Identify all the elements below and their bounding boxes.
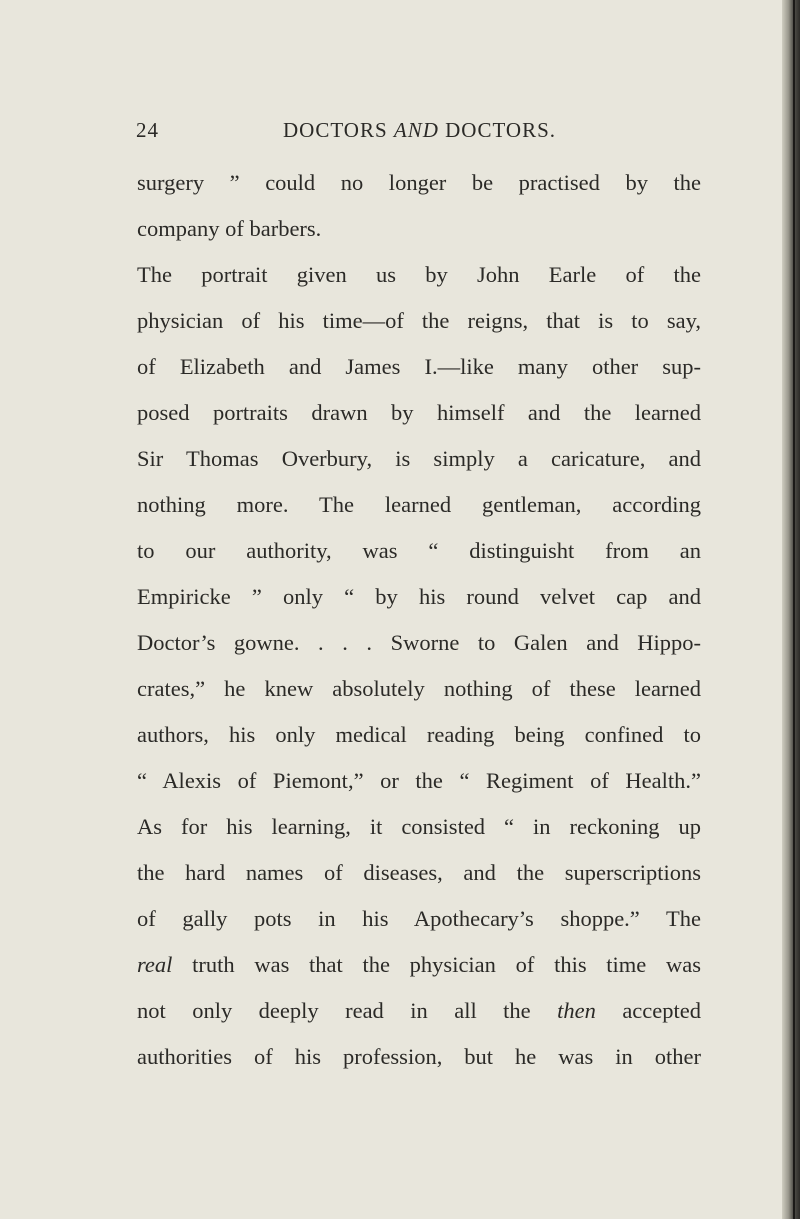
- text-line-12: crates,” he knew absolutely nothing of these learned: [137, 676, 701, 701]
- text-line-1: surgery ” could no longer be practised by the: [137, 170, 701, 195]
- page-header: [136, 118, 696, 152]
- binding-edge: [793, 0, 795, 1219]
- body-text: [137, 160, 701, 1080]
- text-line-19-start: not only deeply read in all the: [137, 998, 558, 1023]
- text-line-10: Empiricke ” only “ by his round velvet cap and: [137, 584, 701, 609]
- text-line-15: As for his learning, it consisted “ in reckoning up: [137, 814, 701, 839]
- running-head-part-b: DOCTORS.: [438, 118, 557, 142]
- text-line-17: of gally pots in his Apothecary’s shoppe.” The: [137, 906, 701, 931]
- text-line-20: authorities of his profession, but he was in other: [137, 1044, 701, 1069]
- text-line-13: authors, his only medical reading being confined to: [137, 722, 701, 747]
- text-line-3: The portrait given us by John Earle of the: [137, 262, 701, 287]
- emphasis-real: real: [137, 952, 173, 977]
- text-line-8: nothing more. The learned gentleman, according: [137, 492, 701, 517]
- running-head: [283, 118, 556, 143]
- text-line-4: physician of his time—of the reigns, that is to say,: [137, 308, 701, 333]
- page-number: 24: [136, 118, 159, 142]
- text-line-7: Sir Thomas Overbury, is simply a caricature, and: [137, 446, 701, 471]
- page-edge-shadow: [782, 0, 800, 1219]
- text-line-19-end: accepted: [595, 998, 701, 1023]
- running-head-part-a: DOCTORS: [283, 118, 394, 142]
- running-head-and: AND: [393, 118, 439, 142]
- text-line-19: [137, 988, 701, 1034]
- text-line-11: Doctor’s gowne. . . . Sworne to Galen and Hippo-: [137, 630, 701, 655]
- emphasis-then: then: [557, 998, 596, 1023]
- text-line-6: posed portraits drawn by himself and the learned: [137, 400, 701, 425]
- text-line-18: [137, 942, 701, 988]
- text-line-14: “ Alexis of Piemont,” or the “ Regiment of Health.”: [137, 768, 701, 793]
- text-line-2: company of barbers.: [137, 216, 322, 241]
- text-line-9: to our authority, was “ distinguisht from an: [137, 538, 701, 563]
- text-line-5: of Elizabeth and James I.—like many other sup-: [137, 354, 701, 379]
- text-line-18-rest: truth was that the physician of this time was: [172, 952, 701, 977]
- text-line-16: the hard names of diseases, and the superscriptions: [137, 860, 701, 885]
